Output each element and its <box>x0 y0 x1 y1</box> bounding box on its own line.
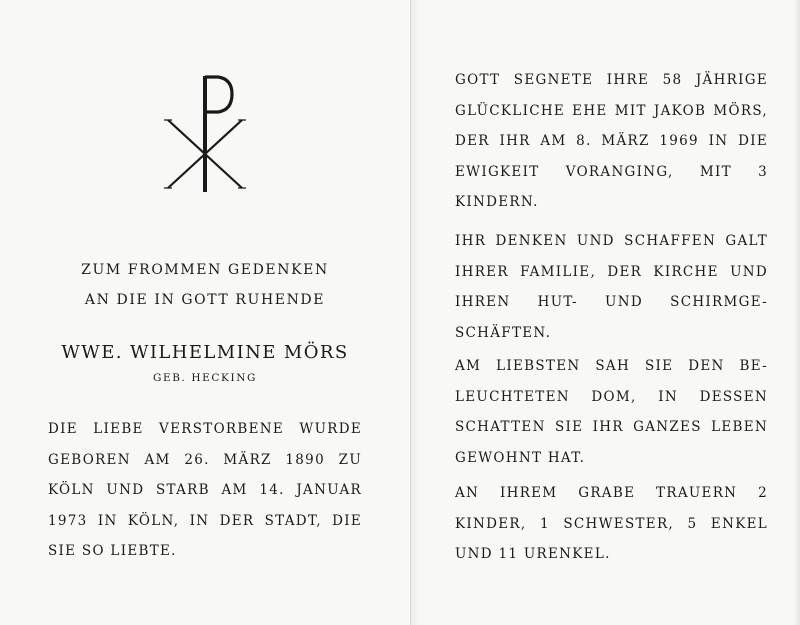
text-line: SIE SO LIEBTE. <box>48 543 177 559</box>
chi-rho-icon <box>160 68 250 196</box>
marriage-paragraph <box>455 72 768 225</box>
text-line: KINDERN. <box>455 194 539 210</box>
deceased-name: WWE. WILHELMINE MÖRS <box>61 342 349 363</box>
intro-line-2: AN DIE IN GOTT RUHENDE <box>84 292 326 308</box>
text-line: IHREN HUT- UND SCHIRMGE- <box>455 294 768 310</box>
text-line: GLÜCKLICHE EHE MIT JAKOB MÖRS, <box>455 102 768 119</box>
text-line: KINDER, 1 SCHWESTER, 5 ENKEL <box>455 515 768 532</box>
intro-line-1: ZUM FROMMEN GEDENKEN <box>81 262 329 278</box>
text-line: AN IHREM GRABE TRAUERN 2 <box>455 485 768 501</box>
mourners-paragraph <box>455 485 768 577</box>
work-paragraph <box>455 233 768 355</box>
text-line: DIE LIEBE VERSTORBENE WURDE <box>48 421 362 437</box>
text-line: DER IHR AM 8. MÄRZ 1969 IN DIE <box>455 133 768 149</box>
cathedral-paragraph <box>455 358 768 480</box>
biography-paragraph <box>48 421 362 574</box>
text-line: GOTT SEGNETE IHRE 58 JÄHRIGE <box>455 72 768 88</box>
text-line: KÖLN UND STARB AM 14. JANUAR <box>48 482 362 498</box>
text-line: AM LIEBSTEN SAH SIE DEN BE- <box>455 358 768 374</box>
maiden-name: GEB. HECKING <box>152 372 258 384</box>
text-line: GEWOHNT HAT. <box>455 449 586 466</box>
text-line: IHR DENKEN UND SCHAFFEN GALT <box>455 233 768 249</box>
text-line: SCHATTEN SIE IHR GANZES LEBEN <box>455 419 768 435</box>
text-line: LEUCHTETEN DOM, IN DESSEN <box>455 388 768 405</box>
text-line: EWIGKEIT VORANGING, MIT 3 <box>455 163 768 180</box>
text-line: 1973 IN KÖLN, IN DER STADT, DIE <box>48 512 362 529</box>
card-edge-shadow <box>794 0 800 625</box>
text-line: UND 11 URENKEL. <box>455 546 611 562</box>
text-line: GEBOREN AM 26. MÄRZ 1890 ZU <box>48 451 362 468</box>
text-line: SCHÄFTEN. <box>455 324 552 341</box>
text-line: IHRER FAMILIE, DER KIRCHE UND <box>455 263 768 280</box>
